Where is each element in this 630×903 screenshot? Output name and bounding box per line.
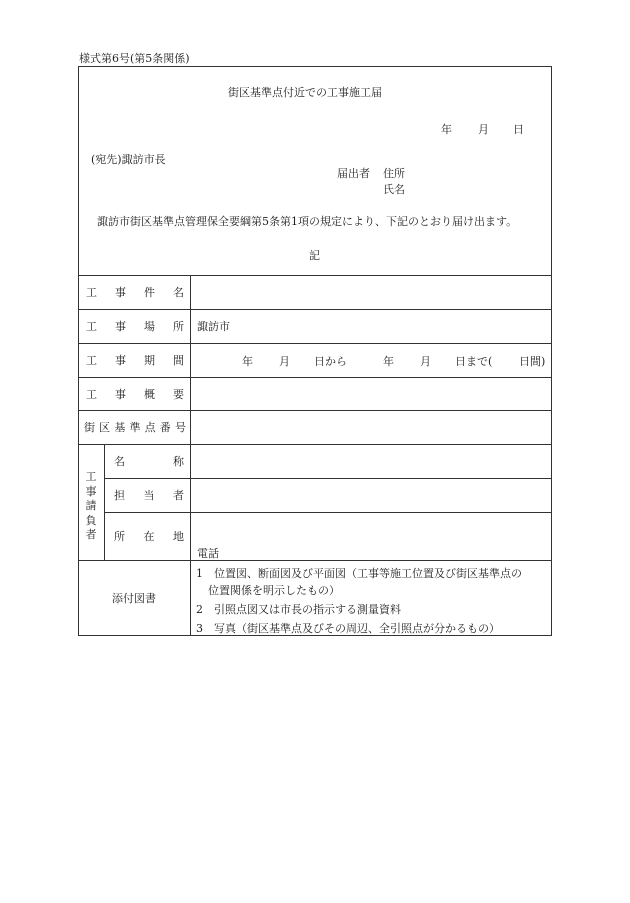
applicant-address-label: 住所 — [383, 167, 405, 180]
label-work-period: 工 事 期 間 — [86, 354, 184, 367]
form-number: 様式第6号(第5条関係) — [79, 52, 190, 65]
date-day: 日 — [513, 123, 524, 136]
applicant-name-label: 氏名 — [383, 183, 405, 196]
ki-mark: 記 — [309, 249, 320, 262]
column-divider — [190, 275, 191, 636]
work-place-value: 諏訪市 — [197, 320, 230, 333]
attachment-item-2: 2 引照点図又は市長の指示する測量資料 — [196, 603, 401, 616]
column-divider — [104, 444, 105, 560]
period-end-day: 日まで( — [455, 355, 493, 368]
statement: 諏訪市街区基準点管理保全要綱第5条第1項の規定により、下記のとおり届け出ます。 — [97, 215, 518, 228]
label-contractor-person: 担 当 者 — [114, 489, 184, 502]
period-end-month: 月 — [420, 355, 431, 368]
attachment-item-1: 1 位置図、断面図及び平面図（工事等施工位置及び街区基準点の — [196, 567, 522, 580]
contractor-phone-label: 電話 — [197, 547, 219, 560]
period-start-day: 日から — [314, 355, 347, 368]
applicant-label: 届出者 — [337, 167, 370, 180]
attachments-label: 添付図書 — [112, 592, 156, 605]
date-month: 月 — [478, 123, 489, 136]
attachment-item-3: 3 写真（街区基準点及びその周辺、全引照点が分かるもの） — [196, 622, 500, 635]
label-contractor-name: 名 称 — [114, 455, 184, 468]
date-year: 年 — [441, 123, 452, 136]
period-end-year: 年 — [383, 355, 394, 368]
label-work-summary: 工 事 概 要 — [86, 387, 184, 401]
addressee: (宛先)諏訪市長 — [91, 153, 166, 166]
period-days: 日間) — [519, 355, 546, 368]
label-work-name: 工 事 件 名 — [86, 286, 184, 299]
document-title: 街区基準点付近での工事施工届 — [228, 86, 382, 99]
period-start-month: 月 — [279, 355, 290, 368]
contractor-group-label: 工 事 請 負 者 — [85, 470, 97, 541]
label-contractor-location: 所 在 地 — [114, 530, 184, 543]
attachment-item-1-cont: 位置関係を明示したもの） — [208, 584, 340, 597]
label-point-number: 街 区 基 準 点 番 号 — [84, 421, 186, 434]
label-work-place: 工 事 場 所 — [86, 320, 184, 333]
period-start-year: 年 — [242, 355, 253, 368]
